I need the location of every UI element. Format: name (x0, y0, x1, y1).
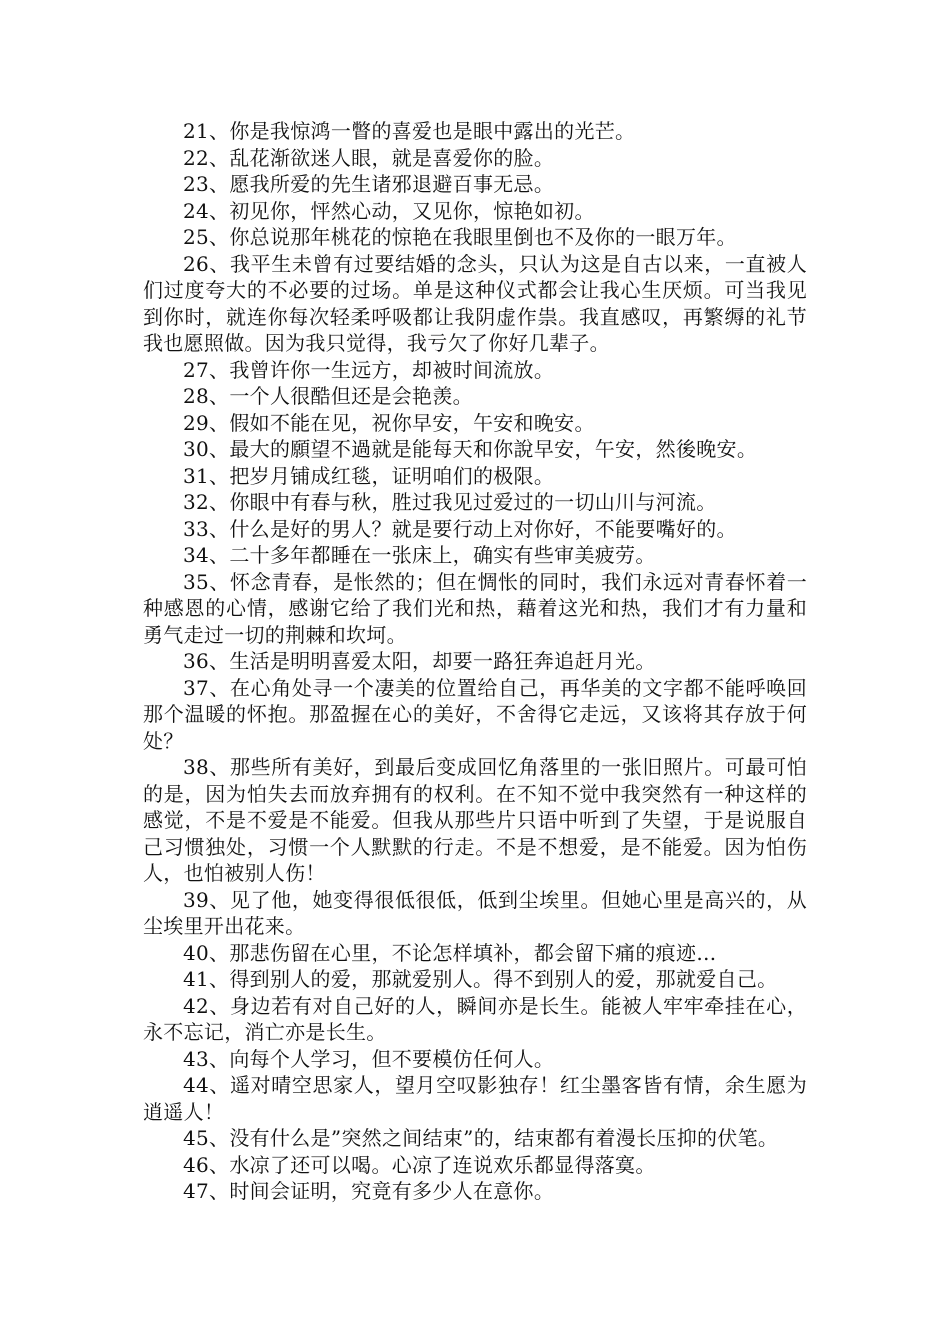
paragraph-40: 40、那悲伤留在心里，不论怎样填补，都会留下痛的痕迹… (183, 940, 717, 965)
paragraph-47: 47、时间会证明，究竟有多少人在意你。 (183, 1179, 555, 1203)
paragraph-31: 31、把岁月铺成红毯，证明咱们的极限。 (183, 463, 555, 488)
paragraph-26: 26、我平生未曾有过要结婚的念头，只认为这是自古以来，一直被人们过度夸大的不必要的过场。单是这种仪式都会让我心生厌烦。可当我见到你时，就连你每次轻柔呼吸都让我阴虚作祟。我直感叹，再繁缛的礼节我也愿照做。因为我只觉得，我亏欠了你好几辈子。 (143, 251, 807, 355)
paragraph-22: 22、乱花渐欲迷人眼，就是喜爱你的脸。 (183, 145, 555, 170)
paragraph-46: 46、水凉了还可以喝。心凉了连说欢乐都显得落寞。 (183, 1152, 656, 1177)
document-body (143, 118, 807, 1205)
paragraph-35: 35、怀念青春，是怅然的；但在惆怅的同时，我们永远对青春怀着一种感恩的心情，感谢它给了我们光和热，藉着这光和热，我们才有力量和勇气走过一切的荆棘和坎坷。 (143, 569, 807, 647)
paragraph-28: 28、一个人很酷但还是会艳羡。 (183, 384, 473, 408)
paragraph-38: 38、那些所有美好，到最后变成回忆角落里的一张旧照片。可最可怕的是，因为怕失去而放弃拥有的权利。在不知不觉中我突然有一种这样的感觉，不是不爱是不能爱。但我从那些片只语中听到了失望，于是说服自己习惯独处，习惯一个人默默的行走。不是不想爱，是不能爱。因为怕伤人，也怕被别人伤！ (143, 755, 807, 885)
paragraph-33: 33、什么是好的男人？就是要行动上对你好，不能要嘴好的。 (183, 516, 737, 541)
paragraph-24: 24、初见你，怦然心动，又见你，惊艳如初。 (183, 198, 595, 223)
paragraph-23: 23、愿我所爱的先生诸邪退避百事无忌。 (183, 172, 555, 196)
paragraph-29: 29、假如不能在见，祝你早安，午安和晚安。 (183, 410, 595, 435)
paragraph-27: 27、我曾许你一生远方，却被时间流放。 (183, 357, 555, 382)
paragraph-45: 45、没有什么是”突然之间结束”的，结束都有着漫长压抑的伏笔。 (183, 1126, 779, 1150)
paragraph-21: 21、你是我惊鸿一瞥的喜爱也是眼中露出的光芒。 (183, 119, 636, 143)
paragraph-43: 43、向每个人学习，但不要模仿任何人。 (183, 1046, 555, 1071)
paragraph-36: 36、生活是明明喜爱太阳，却要一路狂奔追赶月光。 (183, 649, 656, 673)
paragraph-25: 25、你总说那年桃花的惊艳在我眼里倒也不及你的一眼万年。 (183, 225, 737, 249)
paragraph-41: 41、得到别人的爱，那就爱别人。得不到别人的爱，那就爱自己。 (183, 967, 778, 991)
paragraph-42: 42、身边若有对自己好的人，瞬间亦是长生。能被人牢牢牵挂在心，永不忘记，消亡亦是长生。 (143, 993, 807, 1044)
paragraph-30: 30、最大的願望不過就是能每天和你說早安，午安，然後晚安。 (183, 437, 758, 461)
paragraph-39: 39、见了他，她变得很低很低，低到尘埃里。但她心里是高兴的，从尘埃里开出花来。 (143, 887, 807, 938)
paragraph-32: 32、你眼中有春与秋，胜过我见过爱过的一切山川与河流。 (183, 490, 717, 514)
paragraph-37: 37、在心角处寻一个凄美的位置给自己，再华美的文字都不能呼唤回那个温暖的怀抱。那盈握在心的美好，不舍得它走远，又该将其存放于何处？ (143, 675, 807, 753)
paragraph-44: 44、遥对晴空思家人，望月空叹影独存！红尘墨客皆有情，余生愿为逍遥人！ (143, 1073, 807, 1124)
paragraph-34: 34、二十多年都睡在一张床上，确实有些审美疲劳。 (183, 543, 656, 567)
